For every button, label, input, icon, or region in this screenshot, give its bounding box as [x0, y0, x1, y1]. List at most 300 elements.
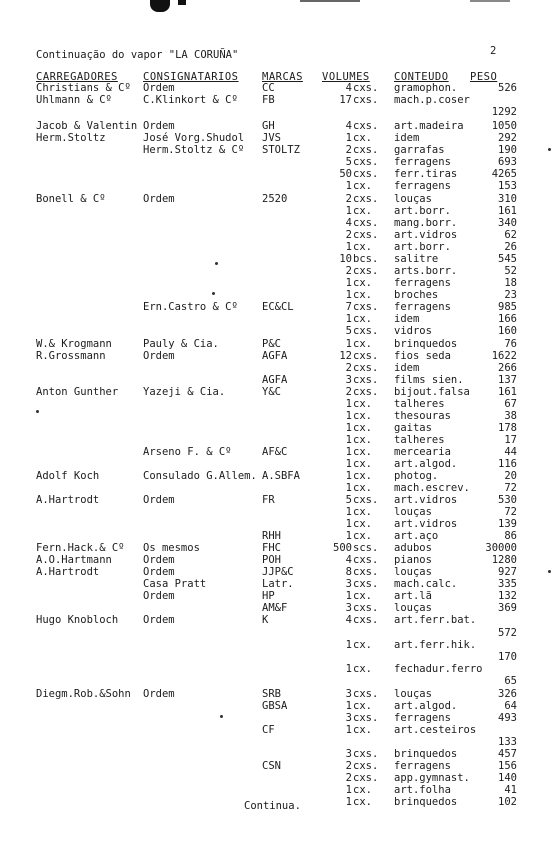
table-row: [0, 301, 552, 313]
table-row: [0, 518, 552, 530]
volume-unit-cell: cxs.: [353, 374, 379, 386]
mark-cell: CSN: [262, 760, 281, 772]
shipper-cell: A.O.Hartmann: [36, 554, 112, 566]
volume-count-cell: 3: [345, 374, 352, 386]
table-row: [0, 313, 552, 325]
weight-cell: 44: [504, 446, 517, 458]
contents-cell: vidros: [394, 325, 432, 337]
volume-unit-cell: cxs.: [353, 217, 379, 229]
weight-cell: 493: [498, 712, 517, 724]
volume-unit-cell: cxs.: [353, 712, 379, 724]
volume-unit-cell: cx.: [353, 700, 372, 712]
contents-cell: gaitas: [394, 422, 432, 434]
volume-unit-cell: cxs.: [353, 688, 379, 700]
weight-cell: 140: [498, 772, 517, 784]
contents-cell: louças: [394, 602, 432, 614]
weight-cell: 52: [504, 265, 517, 277]
shipper-cell: A.Hartrodt: [36, 494, 100, 506]
table-row: [0, 700, 552, 712]
volume-count-cell: 1: [345, 663, 352, 675]
table-row: [0, 434, 552, 446]
contents-cell: art.aço: [394, 530, 439, 542]
volume-unit-cell: cx.: [353, 241, 372, 253]
volume-unit-cell: cx.: [353, 410, 372, 422]
contents-cell: art.lã: [394, 590, 432, 602]
shipper-cell: Anton Gunther: [36, 386, 119, 398]
volume-count-cell: 5: [345, 156, 352, 168]
consignee-cell: Os mesmos: [143, 542, 200, 554]
weight-cell: 1292: [491, 106, 517, 118]
contents-cell: art.ferr.bat.: [394, 614, 477, 626]
table-row: [0, 229, 552, 241]
mark-cell: 2520: [262, 193, 288, 205]
weight-cell: 72: [504, 482, 517, 494]
volume-count-cell: 1: [345, 639, 352, 651]
contents-cell: louças: [394, 506, 432, 518]
volume-unit-cell: cxs.: [353, 386, 379, 398]
volume-count-cell: 5: [345, 325, 352, 337]
volume-unit-cell: cxs.: [353, 614, 379, 626]
volume-count-cell: 1: [345, 277, 352, 289]
volume-unit-cell: cx.: [353, 796, 372, 808]
volume-count-cell: 1: [345, 724, 352, 736]
volume-unit-cell: cxs.: [353, 350, 379, 362]
contents-cell: art.vidros: [394, 518, 458, 530]
margin-mark: [548, 148, 551, 151]
volume-count-cell: 2: [345, 144, 352, 156]
contents-cell: thesouras: [394, 410, 451, 422]
consignee-cell: Ordem: [143, 494, 175, 506]
consignee-cell: Ordem: [143, 614, 175, 626]
table-row: [0, 602, 552, 614]
shipper-cell: R.Grossmann: [36, 350, 106, 362]
weight-cell: 4265: [491, 168, 517, 180]
table-row: [0, 362, 552, 374]
volume-unit-cell: cx.: [353, 663, 372, 675]
contents-cell: broches: [394, 289, 439, 301]
weight-cell: 545: [498, 253, 517, 265]
contents-cell: brinquedos: [394, 796, 458, 808]
contents-cell: brinquedos: [394, 338, 458, 350]
weight-cell: 64: [504, 700, 517, 712]
contents-cell: idem: [394, 132, 420, 144]
volume-unit-cell: cxs.: [353, 748, 379, 760]
contents-cell: mach.calc.: [394, 578, 458, 590]
weight-cell: 132: [498, 590, 517, 602]
weight-cell: 139: [498, 518, 517, 530]
volume-unit-cell: cx.: [353, 180, 372, 192]
weight-cell: 20: [504, 470, 517, 482]
volume-unit-cell: cx.: [353, 530, 372, 542]
volume-count-cell: 1: [345, 796, 352, 808]
weight-cell: 340: [498, 217, 517, 229]
mark-cell: EC&CL: [262, 301, 294, 313]
volume-unit-cell: cxs.: [353, 362, 379, 374]
margin-mark: [212, 292, 215, 295]
volume-unit-cell: cxs.: [353, 566, 379, 578]
weight-cell: 335: [498, 578, 517, 590]
ink-smudge: [300, 0, 360, 2]
contents-cell: art.madeira: [394, 120, 464, 132]
margin-mark: [548, 570, 551, 573]
weight-cell: 526: [498, 82, 517, 94]
volume-count-cell: 1: [345, 410, 352, 422]
contents-cell: art.borr.: [394, 241, 451, 253]
consignee-cell: Ordem: [143, 350, 175, 362]
table-row: [0, 736, 552, 748]
weight-cell: 38: [504, 410, 517, 422]
volume-count-cell: 3: [345, 748, 352, 760]
continued-note: Continua.: [244, 800, 301, 812]
consignee-cell: Casa Pratt: [143, 578, 207, 590]
mark-cell: P&C: [262, 338, 281, 350]
volume-count-cell: 2: [345, 772, 352, 784]
contents-cell: bijout.falsa: [394, 386, 470, 398]
weight-cell: 65: [504, 675, 517, 687]
contents-cell: mang.borr.: [394, 217, 458, 229]
table-row: [0, 253, 552, 265]
table-row: [0, 325, 552, 337]
table-row: [0, 760, 552, 772]
weight-cell: 161: [498, 386, 517, 398]
volume-unit-cell: cxs.: [353, 144, 379, 156]
volume-count-cell: 1: [345, 180, 352, 192]
volume-count-cell: 7: [345, 301, 352, 313]
table-row: [0, 106, 552, 118]
table-row: [0, 168, 552, 180]
volume-count-cell: 1: [345, 458, 352, 470]
table-row: [0, 494, 552, 506]
shipper-cell: Bonell & Cº: [36, 193, 106, 205]
contents-cell: talheres: [394, 434, 445, 446]
consignee-cell: Ordem: [143, 193, 175, 205]
contents-cell: ferragens: [394, 712, 451, 724]
table-row: [0, 590, 552, 602]
volume-unit-cell: cx.: [353, 205, 372, 217]
mark-cell: RHH: [262, 530, 281, 542]
table-row: [0, 277, 552, 289]
volume-unit-cell: cxs.: [353, 554, 379, 566]
table-row: [0, 748, 552, 760]
weight-cell: 116: [498, 458, 517, 470]
volume-count-cell: 3: [345, 712, 352, 724]
ink-smudge: [470, 0, 510, 2]
table-row: [0, 217, 552, 229]
table-row: [0, 688, 552, 700]
consignee-cell: Consulado G.Allem.: [143, 470, 257, 482]
weight-cell: 86: [504, 530, 517, 542]
shipper-cell: Christians & Cº: [36, 82, 131, 94]
volume-unit-cell: cx.: [353, 482, 372, 494]
table-row: [0, 338, 552, 350]
contents-cell: ferr.tiras: [394, 168, 458, 180]
mark-cell: STOLTZ: [262, 144, 300, 156]
consignee-cell: C.Klinkort & Cº: [143, 94, 238, 106]
weight-cell: 153: [498, 180, 517, 192]
mark-cell: Y&C: [262, 386, 281, 398]
volume-count-cell: 1: [345, 506, 352, 518]
table-row: [0, 241, 552, 253]
volume-count-cell: 4: [345, 120, 352, 132]
table-row: [0, 639, 552, 651]
table-row: [0, 422, 552, 434]
weight-cell: 1622: [491, 350, 517, 362]
volume-unit-cell: cxs.: [353, 760, 379, 772]
table-row: [0, 156, 552, 168]
contents-cell: app.gymnast.: [394, 772, 470, 784]
volume-unit-cell: cx.: [353, 398, 372, 410]
volume-unit-cell: cx.: [353, 132, 372, 144]
column-header-contents: CONTEUDO: [394, 71, 449, 83]
volume-unit-cell: cxs.: [353, 265, 379, 277]
table-row: [0, 712, 552, 724]
table-row: [0, 482, 552, 494]
margin-mark: [215, 262, 218, 265]
volume-count-cell: 3: [345, 578, 352, 590]
volume-unit-cell: cx.: [353, 338, 372, 350]
volume-unit-cell: cx.: [353, 784, 372, 796]
table-row: [0, 386, 552, 398]
volume-count-cell: 17: [339, 94, 352, 106]
contents-cell: garrafas: [394, 144, 445, 156]
consignee-cell: Ordem: [143, 590, 175, 602]
weight-cell: 292: [498, 132, 517, 144]
volume-count-cell: 12: [339, 350, 352, 362]
volume-count-cell: 1: [345, 518, 352, 530]
contents-cell: art.ferr.hik.: [394, 639, 477, 651]
table-row: [0, 350, 552, 362]
weight-cell: 17: [504, 434, 517, 446]
contents-cell: adubos: [394, 542, 432, 554]
volume-count-cell: 1: [345, 434, 352, 446]
mark-cell: Latr.: [262, 578, 294, 590]
contents-cell: gramophon.: [394, 82, 458, 94]
weight-cell: 985: [498, 301, 517, 313]
table-row: [0, 578, 552, 590]
volume-count-cell: 2: [345, 265, 352, 277]
table-row: [0, 554, 552, 566]
table-row: [0, 374, 552, 386]
contents-cell: idem: [394, 313, 420, 325]
table-row: [0, 784, 552, 796]
volume-unit-cell: cxs.: [353, 494, 379, 506]
volume-count-cell: 1: [345, 205, 352, 217]
volume-count-cell: 2: [345, 229, 352, 241]
table-row: [0, 530, 552, 542]
contents-cell: mach.escrev.: [394, 482, 470, 494]
table-row: [0, 398, 552, 410]
table-row: [0, 458, 552, 470]
volume-unit-cell: cxs.: [353, 602, 379, 614]
mark-cell: CC: [262, 82, 275, 94]
volume-count-cell: 3: [345, 688, 352, 700]
volume-count-cell: 8: [345, 566, 352, 578]
volume-unit-cell: cx.: [353, 639, 372, 651]
weight-cell: 72: [504, 506, 517, 518]
mark-cell: AGFA: [262, 350, 288, 362]
mark-cell: K: [262, 614, 269, 626]
table-row: [0, 82, 552, 94]
volume-unit-cell: cxs.: [353, 82, 379, 94]
table-row: [0, 265, 552, 277]
consignee-cell: Ordem: [143, 688, 175, 700]
contents-cell: mercearia: [394, 446, 451, 458]
margin-mark: [220, 715, 223, 718]
consignee-cell: Ordem: [143, 566, 175, 578]
contents-cell: art.cesteiros: [394, 724, 477, 736]
volume-count-cell: 2: [345, 193, 352, 205]
mark-cell: FR: [262, 494, 275, 506]
contents-cell: mach.p.coser: [394, 94, 470, 106]
weight-cell: 1280: [491, 554, 517, 566]
volume-count-cell: 1: [345, 313, 352, 325]
weight-cell: 161: [498, 205, 517, 217]
weight-cell: 530: [498, 494, 517, 506]
table-row: [0, 120, 552, 132]
weight-cell: 102: [498, 796, 517, 808]
table-row: [0, 614, 552, 626]
column-header-volumes: VOLUMES: [322, 71, 370, 83]
page-number: 2: [490, 45, 497, 57]
contents-cell: fios seda: [394, 350, 451, 362]
volume-count-cell: 4: [345, 217, 352, 229]
volume-unit-cell: cxs.: [353, 772, 379, 784]
table-row: [0, 289, 552, 301]
volume-unit-cell: cx.: [353, 724, 372, 736]
weight-cell: 693: [498, 156, 517, 168]
contents-cell: ferragens: [394, 156, 451, 168]
volume-unit-cell: cxs.: [353, 156, 379, 168]
volume-unit-cell: cx.: [353, 506, 372, 518]
contents-cell: ferragens: [394, 760, 451, 772]
weight-cell: 190: [498, 144, 517, 156]
table-row: [0, 132, 552, 144]
contents-cell: art.algod.: [394, 700, 458, 712]
consignee-cell: Ern.Castro & Cº: [143, 301, 238, 313]
mark-cell: AM&F: [262, 602, 288, 614]
mark-cell: A.SBFA: [262, 470, 300, 482]
contents-cell: talheres: [394, 398, 445, 410]
mark-cell: FB: [262, 94, 275, 106]
volume-count-cell: 5: [345, 494, 352, 506]
volume-unit-cell: cxs.: [353, 120, 379, 132]
contents-cell: salitre: [394, 253, 439, 265]
contents-cell: pianos: [394, 554, 432, 566]
shipper-cell: Uhlmann & Cº: [36, 94, 112, 106]
contents-cell: art.algod.: [394, 458, 458, 470]
volume-unit-cell: cx.: [353, 277, 372, 289]
weight-cell: 457: [498, 748, 517, 760]
weight-cell: 156: [498, 760, 517, 772]
volume-unit-cell: cxs.: [353, 325, 379, 337]
volume-count-cell: 1: [345, 398, 352, 410]
table-row: [0, 205, 552, 217]
table-row: [0, 566, 552, 578]
shipper-cell: Herm.Stoltz: [36, 132, 106, 144]
table-row: [0, 446, 552, 458]
margin-mark: [36, 410, 39, 413]
table-row: [0, 724, 552, 736]
contents-cell: louças: [394, 193, 432, 205]
contents-cell: photog.: [394, 470, 439, 482]
volume-count-cell: 1: [345, 241, 352, 253]
mark-cell: SRB: [262, 688, 281, 700]
mark-cell: AF&C: [262, 446, 288, 458]
contents-cell: ferragens: [394, 180, 451, 192]
contents-cell: art.vidros: [394, 229, 458, 241]
table-row: [0, 542, 552, 554]
volume-count-cell: 1: [345, 530, 352, 542]
table-row: [0, 144, 552, 156]
column-header-consignees: CONSIGNATARIOS: [143, 71, 239, 83]
volume-unit-cell: cxs.: [353, 578, 379, 590]
volume-unit-cell: cx.: [353, 289, 372, 301]
contents-cell: art.borr.: [394, 205, 451, 217]
weight-cell: 326: [498, 688, 517, 700]
volume-count-cell: 1: [345, 132, 352, 144]
mark-cell: AGFA: [262, 374, 288, 386]
mark-cell: JVS: [262, 132, 281, 144]
volume-unit-cell: cx.: [353, 422, 372, 434]
volume-unit-cell: cxs.: [353, 229, 379, 241]
mark-cell: HP: [262, 590, 275, 602]
table-row: [0, 180, 552, 192]
shipper-cell: Jacob & Valentin: [36, 120, 138, 132]
contents-cell: idem: [394, 362, 420, 374]
table-row: [0, 663, 552, 675]
weight-cell: 62: [504, 229, 517, 241]
shipper-cell: Adolf Koch: [36, 470, 100, 482]
volume-unit-cell: cx.: [353, 313, 372, 325]
mark-cell: FHC: [262, 542, 281, 554]
volume-count-cell: 500: [333, 542, 352, 554]
shipper-cell: Hugo Knobloch: [36, 614, 119, 626]
consignee-cell: Ordem: [143, 554, 175, 566]
volume-count-cell: 1: [345, 338, 352, 350]
volume-count-cell: 1: [345, 470, 352, 482]
mark-cell: GH: [262, 120, 275, 132]
table-row: [0, 675, 552, 687]
table-row: [0, 627, 552, 639]
volume-unit-cell: cx.: [353, 470, 372, 482]
volume-count-cell: 3: [345, 602, 352, 614]
weight-cell: 369: [498, 602, 517, 614]
volume-count-cell: 4: [345, 554, 352, 566]
consignee-cell: Pauly & Cia.: [143, 338, 219, 350]
volume-unit-cell: cxs.: [353, 193, 379, 205]
volume-count-cell: 1: [345, 590, 352, 602]
table-row: [0, 470, 552, 482]
contents-cell: art.vidros: [394, 494, 458, 506]
mark-cell: JJP&C: [262, 566, 294, 578]
table-row: [0, 94, 552, 106]
volume-count-cell: 50: [339, 168, 352, 180]
consignee-cell: Yazeji & Cia.: [143, 386, 226, 398]
shipper-cell: A.Hartrodt: [36, 566, 100, 578]
volume-unit-cell: cx.: [353, 518, 372, 530]
volume-unit-cell: bcs.: [353, 253, 379, 265]
volume-count-cell: 10: [339, 253, 352, 265]
ink-blot: [150, 0, 170, 12]
mark-cell: GBSA: [262, 700, 288, 712]
weight-cell: 178: [498, 422, 517, 434]
weight-cell: 30000: [485, 542, 517, 554]
contents-cell: brinquedos: [394, 748, 458, 760]
shipper-cell: W.& Krogmann: [36, 338, 112, 350]
volume-unit-cell: cxs.: [353, 301, 379, 313]
volume-count-cell: 1: [345, 700, 352, 712]
weight-cell: 927: [498, 566, 517, 578]
